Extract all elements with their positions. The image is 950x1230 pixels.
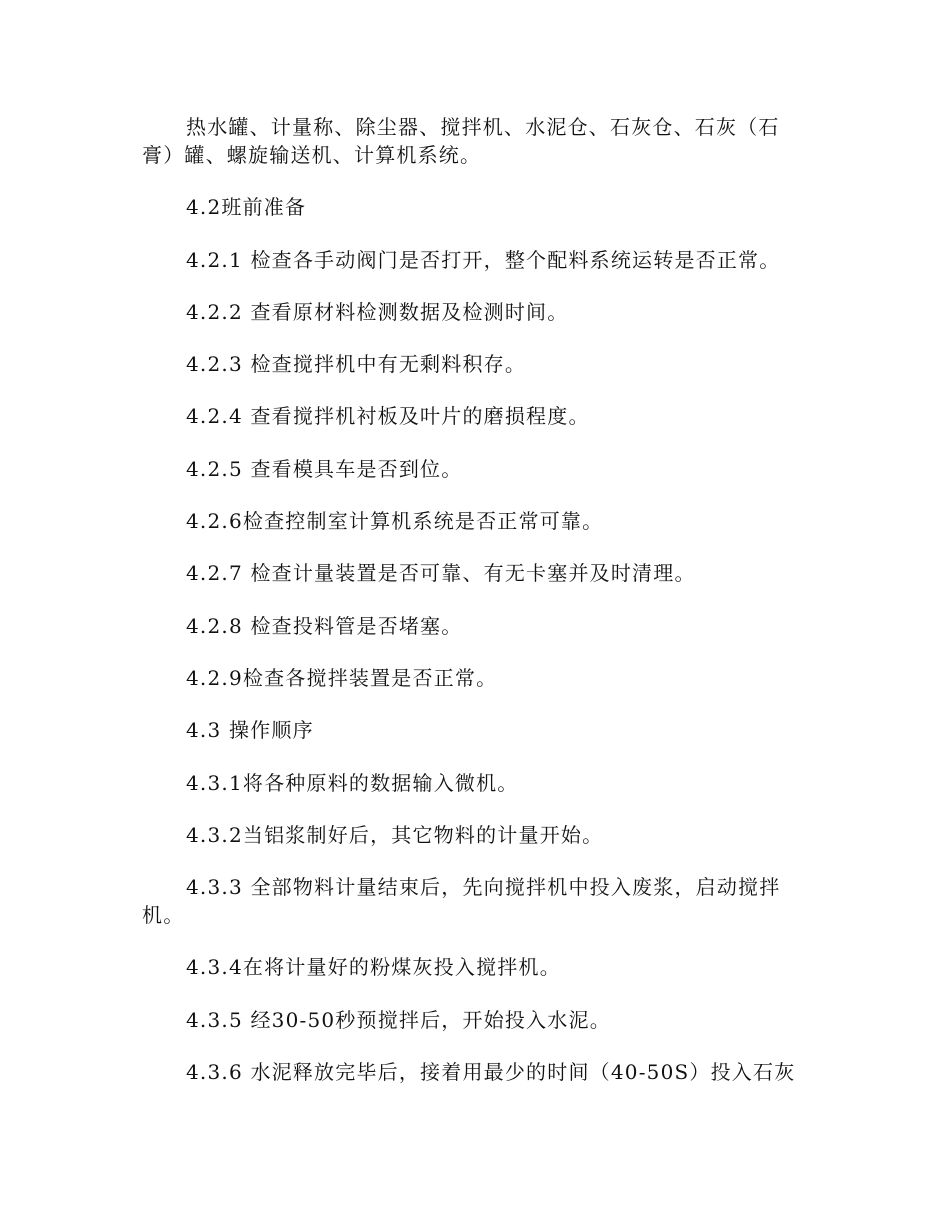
paragraph-4-2-8: 4.2.8 检查投料管是否堵塞。 (186, 613, 463, 638)
paragraph-4-2-1: 4.2.1 检查各手动阀门是否打开，整个配料系统运转是否正常。 (186, 247, 781, 272)
paragraph-4-2-4: 4.2.4 查看搅拌机衬板及叶片的磨损程度。 (186, 404, 590, 429)
paragraph-4-3-1: 4.3.1将各种原料的数据输入微机。 (186, 770, 519, 795)
paragraph-4-2-7: 4.2.7 检查计量装置是否可靠、有无卡塞并及时清理。 (186, 561, 696, 586)
paragraph-4-2-5: 4.2.5 查看模具车是否到位。 (186, 456, 463, 481)
paragraph-4-2-9: 4.2.9检查各搅拌装置是否正常。 (186, 665, 498, 690)
paragraph-4-3-2: 4.3.2当铝浆制好后，其它物料的计量开始。 (186, 822, 604, 847)
section-heading-4-3: 4.3 操作顺序 (186, 718, 314, 743)
paragraph-4-2-2: 4.2.2 查看原材料检测数据及检测时间。 (186, 299, 569, 324)
paragraph-4-2-6: 4.2.6检查控制室计算机系统是否正常可靠。 (186, 509, 604, 534)
paragraph-4-3-5: 4.3.5 经30-50秒预搅拌后，开始投入水泥。 (186, 1007, 611, 1032)
section-heading-4-2: 4.2班前准备 (186, 195, 307, 220)
document-body (142, 113, 797, 1110)
paragraph-4-3-4: 4.3.4在将计量好的粉煤灰投入搅拌机。 (186, 955, 561, 980)
paragraph-4-3-3: 4.3.3 全部物料计量结束后，先向搅拌机中投入废浆，启动搅拌机。 (142, 875, 781, 928)
paragraph-4-2-3: 4.2.3 检查搅拌机中有无剩料积存。 (186, 352, 527, 377)
paragraph-equipment-list: 热水罐、计量称、除尘器、搅拌机、水泥仓、石灰仓、石灰（石膏）罐、螺旋输送机、计算机系统。 (142, 115, 780, 167)
paragraph-4-3-6: 4.3.6 水泥释放完毕后，接着用最少的时间（40-50S）投入石灰 (186, 1060, 796, 1085)
